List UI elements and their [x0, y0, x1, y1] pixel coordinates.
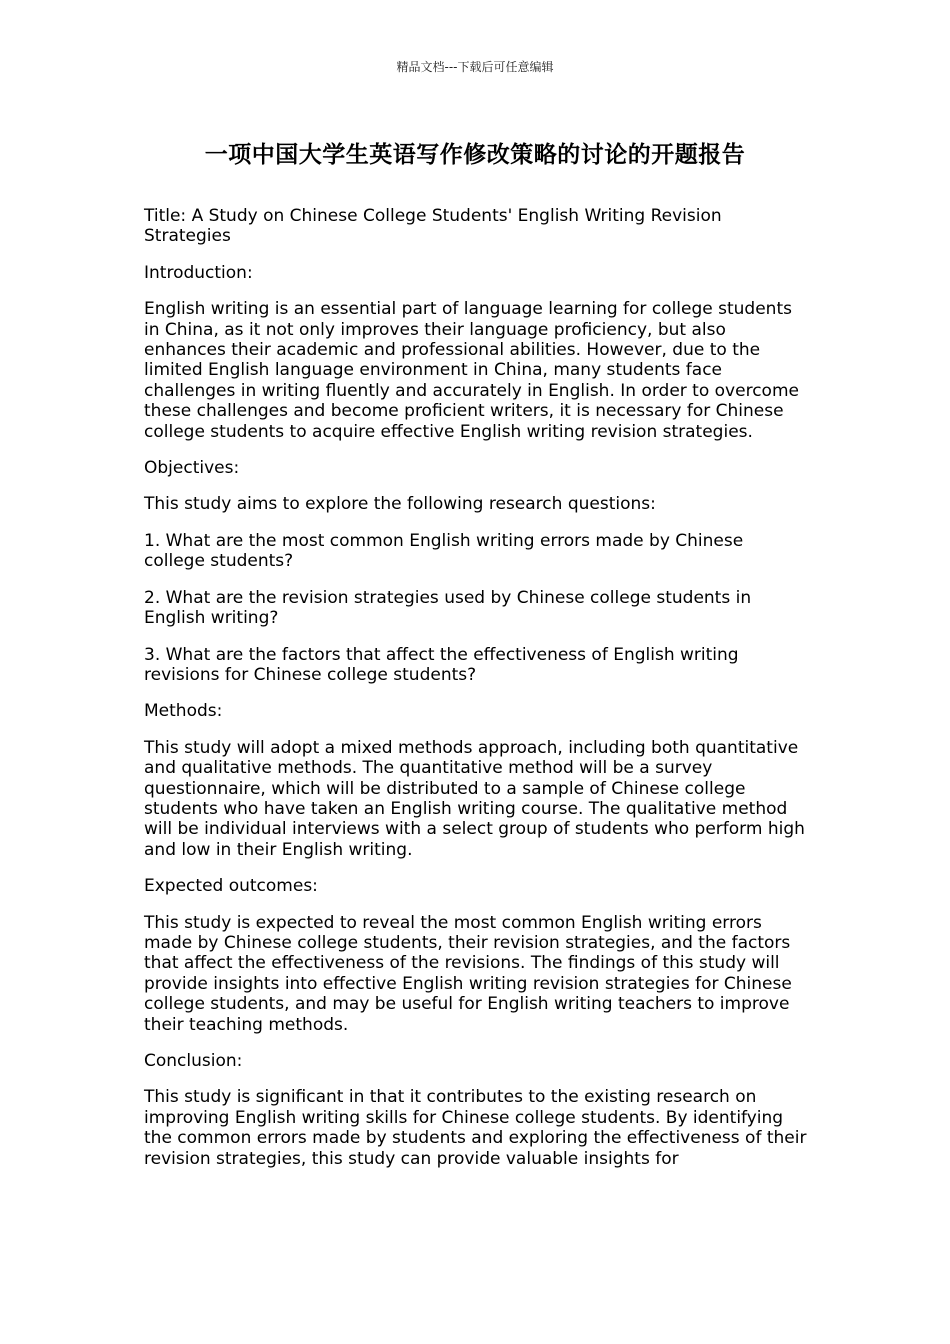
objectives-intro: This study aims to explore the following research questions:: [144, 494, 656, 515]
title-line: Title: A Study on Chinese College Students' English Writing Revision Strategies: [144, 206, 722, 247]
research-question-2: 2. What are the revision strategies used by Chinese college students in English writing?: [144, 587, 752, 629]
document-title: 一项中国大学生英语写作修改策略的讨论的开题报告: [204, 142, 746, 168]
research-question-3: 3. What are the factors that affect the effectiveness of English writing revisions for Chinese college students?: [144, 644, 739, 685]
document-body: [144, 206, 808, 1185]
section-heading-conclusion: Conclusion:: [144, 1051, 243, 1071]
methods-paragraph: This study will adopt a mixed methods approach, including both quantitative and qualitative methods. The quantitative method will be a survey questionnaire, which will be distributed to a sample of Chinese college students who have taken an English writing course. The qualitative method will be individual interviews with a select group of students who perform high and low in their English writing.: [144, 737, 805, 860]
section-heading-objectives: Objectives:: [144, 458, 240, 479]
introduction-paragraph: English writing is an essential part of language learning for college students in China, as it not only improves their language proficiency, but also enhances their academic and professional abilities. However, due to the limited English language environment in China, many students face challenges in writing fluently and accurately in English. In order to overcome these challenges and become proficient writers, it is necessary for Chinese college students to acquire effective English writing revision strategies.: [144, 299, 799, 442]
section-heading-expected-outcomes: Expected outcomes:: [144, 876, 318, 897]
expected-outcomes-paragraph: This study is expected to reveal the most common English writing errors made by Chinese college students, their revision strategies, and the factors that affect the effectiveness of the revisions. The findings of this study will provide insights into effective English writing revision strategies for Chinese college students, and may be useful for English writing teachers to improve their teaching methods.: [144, 912, 792, 1035]
section-heading-methods: Methods:: [144, 701, 223, 722]
research-question-1: 1. What are the most common English writing errors made by Chinese college students?: [144, 530, 744, 572]
conclusion-paragraph: This study is significant in that it contributes to the existing research on improving English writing skills for Chinese college students. By identifying the common errors made by students and exploring the effectiveness of their revision strategies, this study can provide valuable insights for: [144, 1087, 807, 1169]
section-heading-introduction: Introduction:: [144, 262, 253, 283]
page-header-note: 精品文档---下载后可任意编辑: [396, 60, 554, 74]
